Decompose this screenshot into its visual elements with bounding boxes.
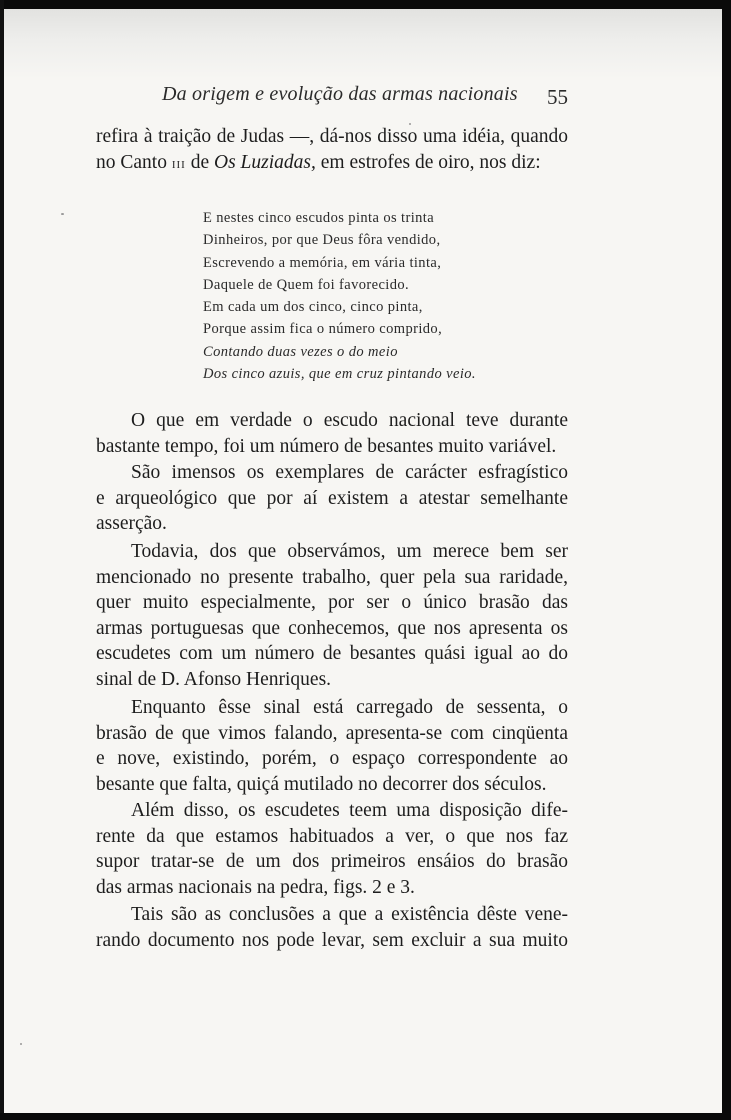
- verse-line: Dos cinco azuis, que em cruz pintando veio.: [203, 366, 476, 383]
- paragraph-6: [96, 902, 568, 953]
- text-line: e arqueológico que por aí existem a atestar semelhante: [96, 487, 568, 509]
- verse-line: Dinheiros, por que Deus fôra vendido,: [203, 232, 441, 249]
- scan-border-bottom: [0, 1113, 731, 1120]
- paragraph-4: [96, 695, 568, 797]
- text-line: escudetes com um número de besantes quási igual ao do: [96, 643, 568, 665]
- scan-border-left: [0, 0, 4, 1120]
- verse-quotation: [203, 207, 476, 385]
- text-line: no Canto iii de Os Luziadas, em estrofes de oiro, nos diz:: [96, 151, 541, 173]
- text-line: bastante tempo, foi um número de besantes muito variável.: [96, 435, 557, 457]
- text-line: besante que falta, quiçá mutilado no decorrer dos séculos.: [96, 773, 547, 795]
- verse-line: Em cada um dos cinco, cinco pinta,: [203, 299, 423, 316]
- running-head: Da origem e evolução das armas nacionais: [162, 83, 518, 105]
- scan-border-right: [722, 0, 731, 1120]
- verse-line: Contando duas vezes o do meio: [203, 343, 398, 360]
- scan-border-top: [0, 0, 731, 9]
- text-line: brasão de que vimos falando, apresenta-se com cinqüenta: [96, 722, 568, 744]
- text-line: sinal de D. Afonso Henriques.: [96, 668, 332, 690]
- intro-paragraph: [96, 124, 568, 177]
- text-line: rando documento nos pode levar, sem excluir a sua muito: [96, 929, 568, 951]
- text-line: Todavia, dos que observámos, um merece bem ser: [131, 541, 568, 562]
- text-line: das armas nacionais na pedra, figs. 2 e 3.: [96, 876, 415, 898]
- text-line: Enquanto êsse sinal está carregado de sessenta, o: [131, 697, 568, 718]
- text-line: rente da que estamos habituados a ver, o que nos faz: [96, 825, 568, 847]
- verse-line: Daquele de Quem foi favorecido.: [203, 276, 410, 293]
- paragraph-2: [96, 460, 568, 537]
- text-line: supor tratar-se de um dos primeiros ensáios do brasão: [96, 851, 568, 873]
- scan-shadow: [4, 9, 722, 79]
- scan-speck: [61, 213, 64, 215]
- scan-speck: [409, 123, 411, 125]
- text-line: armas portuguesas que conhecemos, que nos apresenta os: [96, 617, 568, 639]
- scan-speck: [20, 1043, 22, 1045]
- text-line: O que em verdade o escudo nacional teve durante: [131, 410, 568, 431]
- paragraph-1: [96, 408, 568, 459]
- text-line: Tais são as conclusões a que a existência dêste vene-: [131, 904, 568, 925]
- text-line: quer muito especialmente, por ser o único brasão das: [96, 592, 568, 614]
- text-line: Além disso, os escudetes teem uma disposição dife-: [131, 800, 568, 821]
- verse-line: E nestes cinco escudos pinta os trinta: [203, 210, 435, 226]
- text-line: e nove, existindo, porém, o espaço correspondente ao: [96, 748, 568, 770]
- text-line: mencionado no presente trabalho, quer pela sua raridade,: [96, 566, 568, 588]
- verse-line: Escrevendo a memória, em vária tinta,: [203, 254, 442, 271]
- text-line: refira à traição de Judas —, dá-nos disso uma idéia, quando: [96, 126, 568, 147]
- text-line: asserção.: [96, 513, 167, 535]
- page-number: 55: [547, 85, 568, 109]
- verse-line: Porque assim fica o número comprido,: [203, 321, 443, 338]
- text-line: São imensos os exemplares de carácter esfragístico: [131, 462, 568, 483]
- paragraph-5: [96, 798, 568, 900]
- paragraph-3: [96, 539, 568, 693]
